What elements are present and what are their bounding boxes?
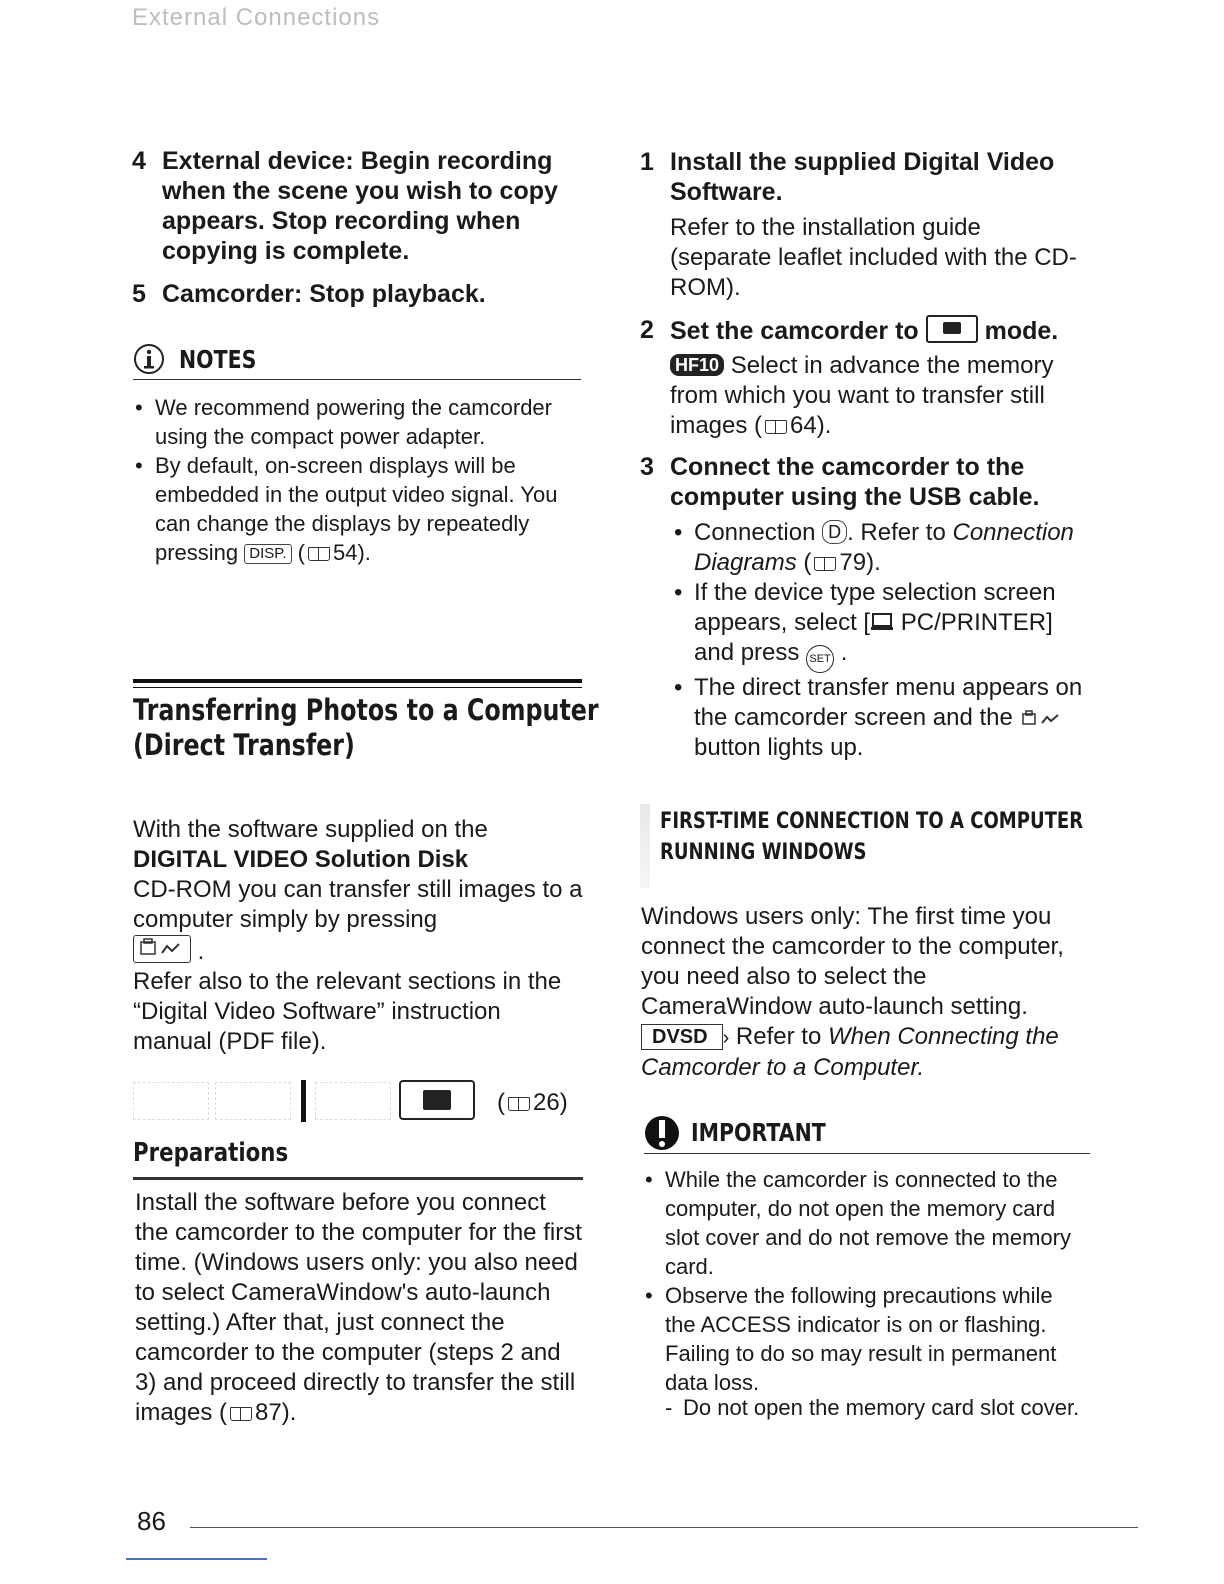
list-item: • If the device type selection screen appears, select [ PC/PRINTER] and press SET .: [672, 578, 1087, 673]
page-ref-icon: [230, 1407, 252, 1421]
page-ref-icon: [308, 547, 330, 561]
section-rule-thick: [133, 679, 582, 683]
connection-d-icon: D: [822, 520, 847, 544]
preparations-text: Install the software before you connect the camcorder to the computer for the first time. (Windows users only: you also need to select CameraWindow's auto-launch setting.) After that, just connect the camcorder to the computer (steps 2 and 3) and proceed directly to transfer the still images ( 87).: [135, 1189, 582, 1426]
page-number: 86: [137, 1506, 166, 1536]
intro-paragraph: With the software supplied on the DIGITAL VIDEO Solution Disk CD-ROM you can transfer still images to a computer simply by pressing . Refer also to the relevant sections in the “Digital Video Software” instruction manual (PDF file).: [133, 816, 583, 1055]
preparations-rule: [133, 1177, 583, 1180]
important-divider: [644, 1153, 1090, 1154]
important-title: IMPORTANT: [691, 1118, 826, 1147]
footer-link-underline: [126, 1558, 267, 1560]
photo-playback-icon: [399, 1080, 475, 1120]
footer-rule: [190, 1527, 1138, 1528]
print-share-button-icon: [133, 935, 191, 963]
mode-page-ref: ( 26): [497, 1089, 568, 1116]
video-mode-icon: [133, 1082, 209, 1120]
disp-button-icon: DISP.: [244, 544, 291, 564]
first-time-title: FIRST-TIME CONNECTION TO A COMPUTER RUNNING WINDOWS: [660, 809, 1084, 865]
notes-list: [133, 393, 563, 567]
preparations-title: Preparations: [133, 1138, 289, 1168]
step-number: 4: [132, 147, 146, 175]
step-title: Connect the camcorder to the computer using the USB cable.: [670, 453, 1040, 511]
dvsd-badge: DVSD: [641, 1024, 723, 1050]
mode-icons-row: [133, 1080, 583, 1124]
info-icon: [133, 343, 167, 377]
page-ref-icon: [765, 420, 787, 434]
computer-icon: [870, 612, 894, 632]
step-3-list: [672, 518, 1087, 763]
notes-divider: [133, 379, 581, 380]
hf10-badge: HF10: [670, 354, 724, 376]
list-item: • We recommend powering the camcorder using the compact power adapter.: [133, 393, 563, 451]
step-number: 1: [640, 148, 654, 176]
print-share-icon: [1020, 708, 1066, 728]
page-ref-icon: [508, 1097, 530, 1111]
list-item: • Observe the following precautions while the ACCESS indicator is on or flashing. Failing to do so may result in permanent data loss.: [643, 1281, 1088, 1397]
page-ref-icon: [814, 557, 836, 571]
notes-title: NOTES: [179, 345, 257, 374]
important-header: [644, 1114, 1094, 1154]
step-number: 2: [640, 316, 654, 344]
first-time-text: Windows users only: The first time you connect the camcorder to the computer, you need also to select the CameraWindow auto-launch setting. DVSD › Refer to When Connecting the Camcorder to a Computer.: [641, 903, 1064, 1081]
video-playback-icon: [315, 1082, 391, 1120]
list-item: • The direct transfer menu appears on the camcorder screen and the button lights up.: [672, 673, 1087, 763]
list-item: • Connection D . Refer to Connection Diagrams ( 79).: [672, 518, 1087, 578]
set-button-icon: SET: [806, 645, 834, 673]
photo-mode-icon: [215, 1082, 291, 1120]
notes-header: [133, 341, 583, 381]
photo-mode-icon: [926, 315, 978, 343]
step-text: Camcorder: Stop playback.: [162, 280, 486, 308]
list-item: • While the camcorder is connected to the computer, do not open the memory card slot cover and do not remove the memory card.: [643, 1165, 1088, 1281]
sidebar-marker: [640, 804, 650, 888]
section-header: External Connections: [132, 4, 381, 31]
section-title: Transferring Photos to a Computer (Direct Transfer): [133, 693, 599, 762]
important-list: [643, 1165, 1088, 1397]
step-text: External device: Begin recording when the scene you wish to copy appears. Stop recording when copying is complete.: [162, 147, 558, 265]
step-2-body: HF10 Select in advance the memory from which you want to transfer still images ( 64).: [670, 352, 1054, 439]
mode-separator: [301, 1080, 306, 1122]
step-number: 3: [640, 453, 654, 481]
important-sub-item: - Do not open the memory card slot cover.: [665, 1395, 1080, 1420]
step-number: 5: [132, 280, 146, 308]
list-item: • By default, on-screen displays will be embedded in the output video signal. You can change the displays by repeatedly pressing DISP. ( 54).: [133, 451, 563, 567]
step-title: Install the supplied Digital Video Software.: [670, 148, 1055, 206]
warning-icon: [644, 1114, 680, 1154]
step-1-body: Refer to the installation guide (separate leaflet included with the CD-ROM).: [670, 214, 1077, 301]
section-rule-thin: [133, 687, 582, 688]
